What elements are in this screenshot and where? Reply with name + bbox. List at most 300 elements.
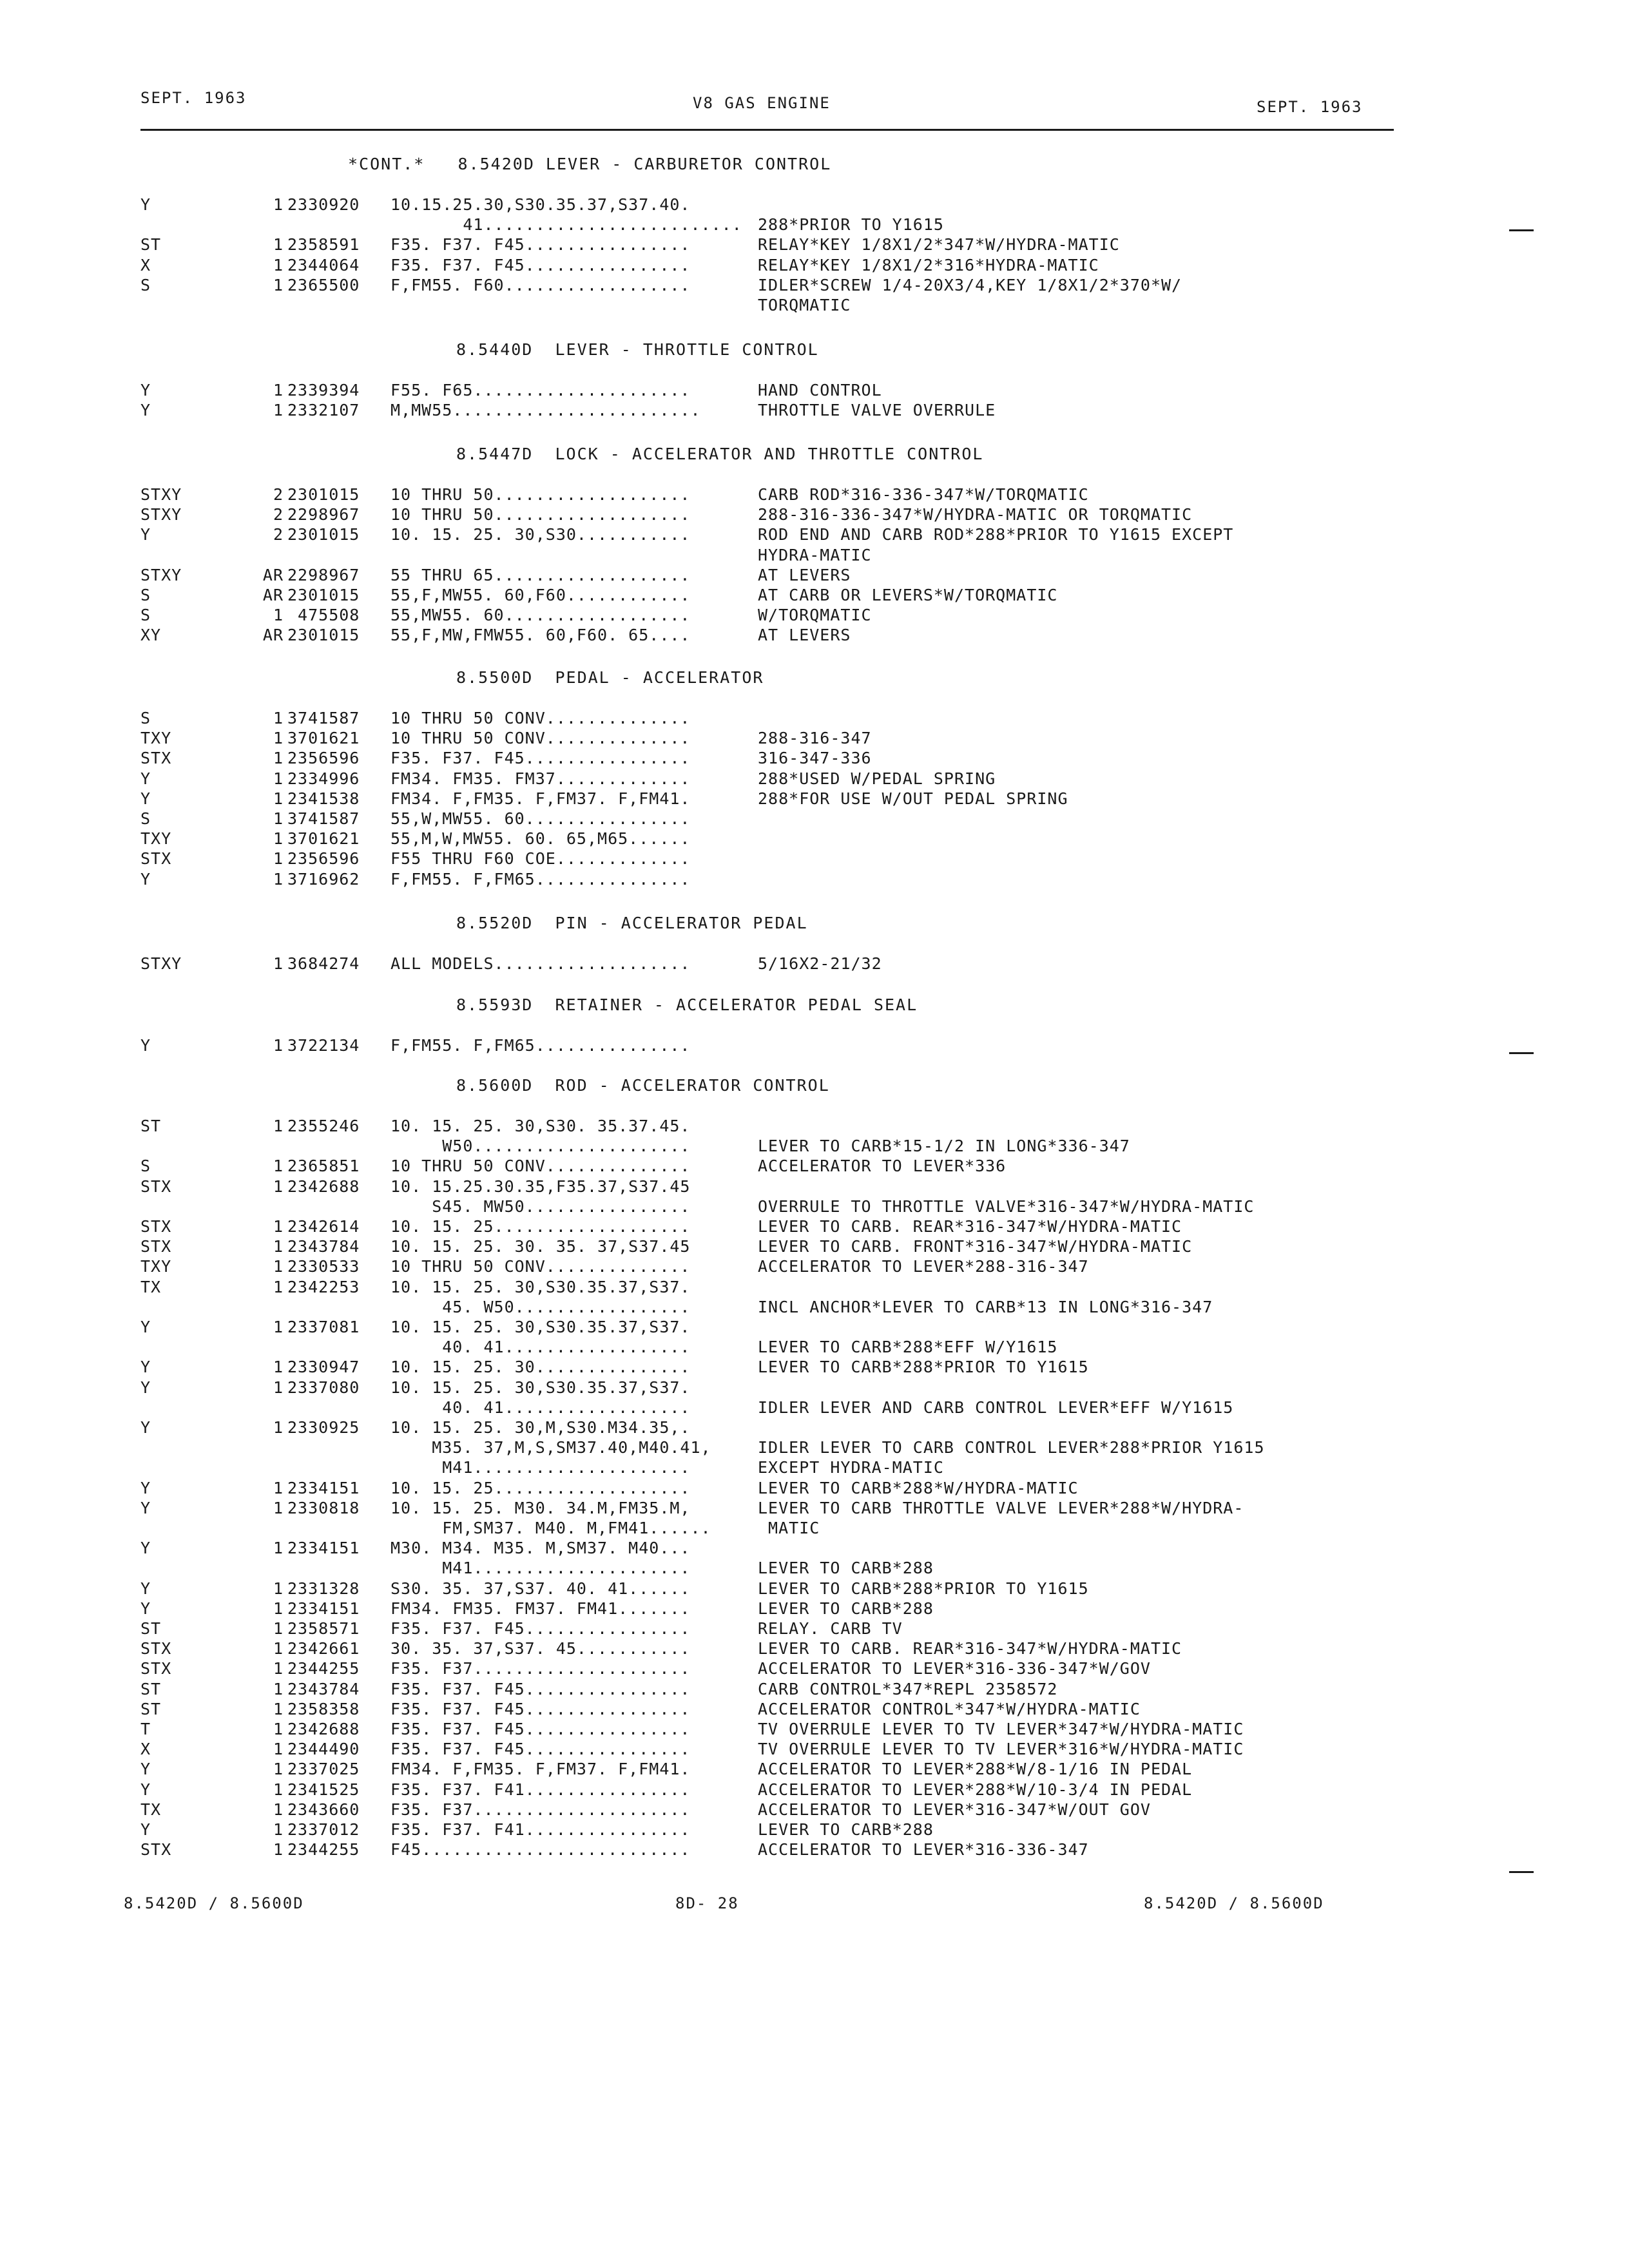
- part-row: [0, 524, 1629, 544]
- part-row: [0, 1437, 1629, 1457]
- description: IDLER LEVER TO CARB CONTROL LEVER*288*PRIOR Y1615: [758, 1438, 1265, 1457]
- description: LEVER TO CARB*288*PRIOR TO Y1615: [758, 1358, 1089, 1376]
- model-code: Y: [140, 1036, 151, 1055]
- model-code: STX: [140, 1217, 172, 1236]
- model-applicability: F45..........................: [390, 1840, 691, 1859]
- quantity: AR: [262, 566, 284, 584]
- model-code: Y: [140, 1418, 151, 1437]
- part-row: [0, 1558, 1629, 1578]
- part-row: [0, 1357, 1629, 1377]
- model-applicability: F,FM55. F,FM65...............: [390, 870, 691, 889]
- part-row: [0, 1378, 1629, 1398]
- part-number: 3741587: [287, 809, 360, 828]
- model-code: STXY: [140, 485, 182, 504]
- part-number: 2342688: [287, 1177, 360, 1196]
- part-number: 2358571: [287, 1619, 360, 1638]
- model-code: S: [140, 1157, 151, 1175]
- header-rule: [140, 129, 1394, 131]
- part-number: 2343784: [287, 1680, 360, 1698]
- part-row: [0, 849, 1629, 869]
- margin-mark: [1509, 1871, 1534, 1873]
- description: INCL ANCHOR*LEVER TO CARB*13 IN LONG*316-347: [758, 1298, 1213, 1316]
- model-applicability: W50.....................: [390, 1137, 691, 1155]
- part-row: [0, 505, 1629, 524]
- quantity: 1: [273, 1237, 284, 1256]
- part-row: [0, 1840, 1629, 1860]
- description: ACCELERATOR TO LEVER*316-336-347: [758, 1840, 1089, 1859]
- model-applicability: F35. F37. F45................: [390, 1680, 691, 1698]
- description: MATIC: [758, 1519, 820, 1537]
- model-applicability: S45. MW50................: [390, 1197, 691, 1216]
- section-title: 8.5593D RETAINER - ACCELERATOR PEDAL SEAL: [456, 995, 918, 1014]
- part-row: [0, 1236, 1629, 1256]
- model-applicability: 55 THRU 65...................: [390, 566, 691, 584]
- part-number: 3722134: [287, 1036, 360, 1055]
- description: LEVER TO CARB. REAR*316-347*W/HYDRA-MATIC: [758, 1217, 1182, 1236]
- quantity: 2: [273, 505, 284, 524]
- description: RELAY*KEY 1/8X1/2*347*W/HYDRA-MATIC: [758, 235, 1120, 254]
- model-applicability: 10. 15. 25...................: [390, 1479, 691, 1497]
- description: ACCELERATOR CONTROL*347*W/HYDRA-MATIC: [758, 1700, 1141, 1718]
- part-row: [0, 1739, 1629, 1759]
- part-row: [0, 605, 1629, 625]
- part-row: [0, 1780, 1629, 1800]
- model-code: Y: [140, 1378, 151, 1397]
- model-code: STX: [140, 1177, 172, 1196]
- quantity: 1: [273, 401, 284, 419]
- description: LEVER TO CARB THROTTLE VALVE LEVER*288*W/HYDRA-: [758, 1499, 1244, 1517]
- model-applicability: M30. M34. M35. M,SM37. M40...: [390, 1539, 691, 1557]
- description: TV OVERRULE LEVER TO TV LEVER*347*W/HYDRA-MATIC: [758, 1720, 1244, 1738]
- quantity: 1: [273, 870, 284, 889]
- model-applicability: 10. 15. 25. 30,S30.35.37,S37.: [390, 1318, 691, 1336]
- quantity: 1: [273, 1780, 284, 1799]
- footer-center: 8D- 28: [675, 1894, 739, 1912]
- part-number: 3684274: [287, 954, 360, 973]
- description: ACCELERATOR TO LEVER*316-347*W/OUT GOV: [758, 1800, 1151, 1819]
- description: AT CARB OR LEVERS*W/TORQMATIC: [758, 586, 1058, 604]
- part-number: 2341538: [287, 789, 360, 808]
- quantity: 1: [273, 1318, 284, 1336]
- model-code: TX: [140, 1278, 162, 1296]
- model-code: X: [140, 1740, 151, 1758]
- part-row: [0, 829, 1629, 849]
- model-applicability: 55,MW55. 60..................: [390, 606, 691, 624]
- model-applicability: M35. 37,M,S,SM37.40,M40.41,: [390, 1438, 711, 1457]
- quantity: 1: [273, 849, 284, 868]
- part-number: 2344255: [287, 1840, 360, 1859]
- part-row: [0, 1478, 1629, 1498]
- description: ACCELERATOR TO LEVER*288*W/10-3/4 IN PEDAL: [758, 1780, 1193, 1799]
- model-applicability: 10.15.25.30,S30.35.37,S37.40.: [390, 195, 691, 214]
- quantity: 1: [273, 1760, 284, 1778]
- model-code: Y: [140, 1599, 151, 1618]
- model-applicability: F35. F37. F45................: [390, 1700, 691, 1718]
- part-row: [0, 1619, 1629, 1639]
- description: W/TORQMATIC: [758, 606, 872, 624]
- part-row: [0, 235, 1629, 255]
- model-applicability: 10. 15. 25. 30,M,S30.M34.35,.: [390, 1418, 691, 1437]
- part-number: 2332107: [287, 401, 360, 419]
- description: ROD END AND CARB ROD*288*PRIOR TO Y1615 EXCEPT: [758, 525, 1234, 544]
- model-applicability: F35. F37.....................: [390, 1659, 691, 1678]
- part-row: [0, 295, 1629, 315]
- description: THROTTLE VALVE OVERRULE: [758, 401, 996, 419]
- part-row: [0, 1156, 1629, 1176]
- quantity: 1: [273, 829, 284, 848]
- part-number: 2331328: [287, 1579, 360, 1598]
- part-row: [0, 1518, 1629, 1538]
- quantity: 1: [273, 1579, 284, 1598]
- description: LEVER TO CARB*288*PRIOR TO Y1615: [758, 1579, 1089, 1598]
- part-row: [0, 1679, 1629, 1699]
- model-code: ST: [140, 1680, 162, 1698]
- part-number: 2334151: [287, 1479, 360, 1497]
- description: OVERRULE TO THROTTLE VALVE*316-347*W/HYDRA-MATIC: [758, 1197, 1255, 1216]
- part-row: [0, 1418, 1629, 1437]
- part-row: [0, 1599, 1629, 1619]
- quantity: 1: [273, 1157, 284, 1175]
- model-applicability: F35. F37. F45................: [390, 1740, 691, 1758]
- model-code: Y: [140, 789, 151, 808]
- model-applicability: 10 THRU 50 CONV..............: [390, 729, 691, 747]
- model-code: S: [140, 709, 151, 727]
- model-code: STXY: [140, 954, 182, 973]
- quantity: 1: [273, 1740, 284, 1758]
- model-code: Y: [140, 525, 151, 544]
- model-applicability: FM34. F,FM35. F,FM37. F,FM41.: [390, 1760, 691, 1778]
- part-row: [0, 1317, 1629, 1337]
- part-row: [0, 1457, 1629, 1477]
- description: LEVER TO CARB*288*W/HYDRA-MATIC: [758, 1479, 1079, 1497]
- quantity: 1: [273, 606, 284, 624]
- part-number: 2334151: [287, 1539, 360, 1557]
- part-row: [0, 625, 1629, 645]
- model-code: Y: [140, 1760, 151, 1778]
- description: TORQMATIC: [758, 296, 851, 314]
- part-number: 2342688: [287, 1720, 360, 1738]
- model-code: Y: [140, 1479, 151, 1497]
- description: TV OVERRULE LEVER TO TV LEVER*316*W/HYDRA-MATIC: [758, 1740, 1244, 1758]
- quantity: 1: [273, 1117, 284, 1135]
- description: 288*PRIOR TO Y1615: [758, 215, 944, 234]
- quantity: 1: [273, 1177, 284, 1196]
- part-number: 3716962: [287, 870, 360, 889]
- model-applicability: F35. F37. F45................: [390, 749, 691, 767]
- quantity: 1: [273, 1358, 284, 1376]
- quantity: 2: [273, 525, 284, 544]
- part-number: 3701621: [287, 729, 360, 747]
- quantity: 1: [273, 769, 284, 788]
- header-right: SEPT. 1963: [1257, 98, 1363, 116]
- quantity: 1: [273, 256, 284, 274]
- section-title: 8.5440D LEVER - THROTTLE CONTROL: [456, 340, 819, 359]
- section-title: 8.5500D PEDAL - ACCELERATOR: [456, 668, 764, 687]
- model-applicability: F35. F37. F41................: [390, 1780, 691, 1799]
- quantity: 1: [273, 195, 284, 214]
- part-row: [0, 275, 1629, 295]
- part-row: [0, 1639, 1629, 1658]
- part-number: 2355246: [287, 1117, 360, 1135]
- quantity: 1: [273, 1539, 284, 1557]
- model-code: Y: [140, 1820, 151, 1839]
- description: CARB ROD*316-336-347*W/TORQMATIC: [758, 485, 1089, 504]
- description: LEVER TO CARB*288*EFF W/Y1615: [758, 1338, 1058, 1356]
- margin-mark: [1509, 229, 1534, 231]
- part-row: [0, 485, 1629, 505]
- model-code: Y: [140, 1539, 151, 1557]
- part-number: 2356596: [287, 749, 360, 767]
- quantity: 1: [273, 1820, 284, 1839]
- model-applicability: 10 THRU 50 CONV..............: [390, 1157, 691, 1175]
- description: LEVER TO CARB*15-1/2 IN LONG*336-347: [758, 1137, 1130, 1155]
- part-number: 2344490: [287, 1740, 360, 1758]
- model-code: Y: [140, 381, 151, 399]
- part-row: [0, 1277, 1629, 1297]
- model-code: STXY: [140, 566, 182, 584]
- description: 288*FOR USE W/OUT PEDAL SPRING: [758, 789, 1068, 808]
- part-number: 2301015: [287, 626, 360, 644]
- model-code: S: [140, 606, 151, 624]
- model-applicability: 55,M,W,MW55. 60. 65,M65......: [390, 829, 691, 848]
- model-code: S: [140, 276, 151, 294]
- part-number: 2330818: [287, 1499, 360, 1517]
- part-number: 2356596: [287, 849, 360, 868]
- section-title: 8.5600D ROD - ACCELERATOR CONTROL: [456, 1076, 830, 1095]
- part-number: 2342661: [287, 1639, 360, 1658]
- part-row: [0, 1035, 1629, 1055]
- part-number: 2343784: [287, 1237, 360, 1256]
- model-applicability: 41.........................: [390, 215, 742, 234]
- quantity: 1: [273, 709, 284, 727]
- part-number: 2330920: [287, 195, 360, 214]
- quantity: 1: [273, 1217, 284, 1236]
- model-applicability: 10. 15. 25. 30,S30...........: [390, 525, 691, 544]
- model-applicability: F35. F37. F45................: [390, 256, 691, 274]
- model-code: TX: [140, 1800, 162, 1819]
- model-code: Y: [140, 870, 151, 889]
- part-row: [0, 1658, 1629, 1678]
- model-code: Y: [140, 1579, 151, 1598]
- model-applicability: M41.....................: [390, 1559, 691, 1577]
- model-applicability: F55 THRU F60 COE.............: [390, 849, 691, 868]
- quantity: 1: [273, 1257, 284, 1276]
- quantity: 1: [273, 1659, 284, 1678]
- part-row: [0, 1337, 1629, 1357]
- model-applicability: 10. 15. 25. 30...............: [390, 1358, 691, 1376]
- quantity: 1: [273, 1700, 284, 1718]
- model-applicability: FM34. FM35. FM37.............: [390, 769, 691, 788]
- model-applicability: F,FM55. F,FM65...............: [390, 1036, 691, 1055]
- part-row: [0, 1800, 1629, 1820]
- model-applicability: FM34. FM35. FM37. FM41.......: [390, 1599, 691, 1618]
- part-row: [0, 1256, 1629, 1276]
- part-row: [0, 769, 1629, 789]
- model-code: S: [140, 586, 151, 604]
- part-number: 2358358: [287, 1700, 360, 1718]
- part-number: 2334996: [287, 769, 360, 788]
- description: ACCELERATOR TO LEVER*316-336-347*W/GOV: [758, 1659, 1151, 1678]
- model-code: S: [140, 809, 151, 828]
- description: ACCELERATOR TO LEVER*288-316-347: [758, 1257, 1089, 1276]
- part-row: [0, 585, 1629, 605]
- description: RELAY*KEY 1/8X1/2*316*HYDRA-MATIC: [758, 256, 1099, 274]
- model-code: Y: [140, 401, 151, 419]
- model-code: ST: [140, 235, 162, 254]
- margin-mark: [1509, 1052, 1534, 1054]
- description: IDLER LEVER AND CARB CONTROL LEVER*EFF W/Y1615: [758, 1398, 1234, 1417]
- part-row: [0, 565, 1629, 585]
- model-applicability: 45. W50.................: [390, 1298, 691, 1316]
- part-number: 2298967: [287, 505, 360, 524]
- part-row: [0, 1297, 1629, 1317]
- model-applicability: F35. F37. F45................: [390, 1720, 691, 1738]
- part-number: 2334151: [287, 1599, 360, 1618]
- quantity: 1: [273, 1840, 284, 1859]
- model-applicability: 10. 15. 25. 30,S30.35.37,S37.: [390, 1378, 691, 1397]
- description: IDLER*SCREW 1/4-20X3/4,KEY 1/8X1/2*370*W/: [758, 276, 1182, 294]
- model-applicability: 55,W,MW55. 60................: [390, 809, 691, 828]
- part-number: 3701621: [287, 829, 360, 848]
- part-number: 2343660: [287, 1800, 360, 1819]
- part-number: 2298967: [287, 566, 360, 584]
- part-row: [0, 1579, 1629, 1599]
- part-row: [0, 1398, 1629, 1418]
- quantity: 1: [273, 276, 284, 294]
- part-number: 2342253: [287, 1278, 360, 1296]
- model-applicability: 10. 15. 25. 30,S30.35.37,S37.: [390, 1278, 691, 1296]
- part-number: 2330533: [287, 1257, 360, 1276]
- part-row: [0, 1177, 1629, 1196]
- model-applicability: 40. 41..................: [390, 1398, 691, 1417]
- quantity: 2: [273, 485, 284, 504]
- model-code: STX: [140, 849, 172, 868]
- model-applicability: 10. 15. 25. 30,S30. 35.37.45.: [390, 1117, 691, 1135]
- part-row: [0, 1719, 1629, 1739]
- model-applicability: 40. 41..................: [390, 1338, 691, 1356]
- footer-right: 8.5420D / 8.5600D: [1144, 1894, 1324, 1912]
- part-number: 2330947: [287, 1358, 360, 1376]
- part-number: 2301015: [287, 525, 360, 544]
- section-title: 8.5520D PIN - ACCELERATOR PEDAL: [456, 914, 808, 932]
- part-number: 2344255: [287, 1659, 360, 1678]
- quantity: 1: [273, 789, 284, 808]
- part-number: 2301015: [287, 485, 360, 504]
- model-code: X: [140, 256, 151, 274]
- model-applicability: 30. 35. 37,S37. 45...........: [390, 1639, 691, 1658]
- header-left: SEPT. 1963: [140, 89, 247, 107]
- model-applicability: FM34. F,FM35. F,FM37. F,FM41.: [390, 789, 691, 808]
- description: HAND CONTROL: [758, 381, 882, 399]
- part-number: 2301015: [287, 586, 360, 604]
- part-row: [0, 1498, 1629, 1518]
- section-title: *CONT.* 8.5420D LEVER - CARBURETOR CONTROL: [348, 155, 832, 173]
- part-number: 2344064: [287, 256, 360, 274]
- model-code: STX: [140, 1639, 172, 1658]
- part-number: 2337081: [287, 1318, 360, 1336]
- description: RELAY. CARB TV: [758, 1619, 903, 1638]
- model-code: XY: [140, 626, 162, 644]
- model-applicability: FM,SM37. M40. M,FM41......: [390, 1519, 711, 1537]
- quantity: 1: [273, 235, 284, 254]
- model-applicability: M41.....................: [390, 1458, 691, 1477]
- description: ACCELERATOR TO LEVER*288*W/8-1/16 IN PEDAL: [758, 1760, 1193, 1778]
- part-number: 2330925: [287, 1418, 360, 1437]
- quantity: 1: [273, 729, 284, 747]
- quantity: 1: [273, 1378, 284, 1397]
- model-code: ST: [140, 1700, 162, 1718]
- quantity: AR: [262, 586, 284, 604]
- quantity: 1: [273, 954, 284, 973]
- model-applicability: 10. 15.25.30.35,F35.37,S37.45: [390, 1177, 691, 1196]
- description: 316-347-336: [758, 749, 872, 767]
- quantity: AR: [262, 626, 284, 644]
- part-row: [0, 1820, 1629, 1840]
- quantity: 1: [273, 1036, 284, 1055]
- part-number: 2339394: [287, 381, 360, 399]
- part-row: [0, 708, 1629, 728]
- quantity: 1: [273, 1800, 284, 1819]
- part-number: 475508: [287, 606, 360, 624]
- model-code: STX: [140, 1237, 172, 1256]
- section-title: 8.5447D LOCK - ACCELERATOR AND THROTTLE CONTROL: [456, 445, 984, 463]
- part-row: [0, 728, 1629, 748]
- model-code: ST: [140, 1117, 162, 1135]
- model-applicability: 10. 15. 25. M30. 34.M,FM35.M,: [390, 1499, 691, 1517]
- part-row: [0, 400, 1629, 420]
- description: AT LEVERS: [758, 626, 851, 644]
- model-code: STXY: [140, 505, 182, 524]
- description: LEVER TO CARB. REAR*316-347*W/HYDRA-MATIC: [758, 1639, 1182, 1658]
- part-row: [0, 195, 1629, 215]
- quantity: 1: [273, 1720, 284, 1738]
- part-row: [0, 869, 1629, 889]
- part-row: [0, 1759, 1629, 1779]
- model-code: Y: [140, 769, 151, 788]
- quantity: 1: [273, 1418, 284, 1437]
- part-row: [0, 1136, 1629, 1156]
- footer-left: 8.5420D / 8.5600D: [124, 1894, 304, 1912]
- part-row: [0, 1196, 1629, 1216]
- model-applicability: F35. F37. F45................: [390, 235, 691, 254]
- description: 288*USED W/PEDAL SPRING: [758, 769, 996, 788]
- model-code: T: [140, 1720, 151, 1738]
- description: LEVER TO CARB*288: [758, 1820, 934, 1839]
- part-row: [0, 809, 1629, 829]
- part-number: 2337080: [287, 1378, 360, 1397]
- quantity: 1: [273, 1680, 284, 1698]
- model-code: Y: [140, 1499, 151, 1517]
- model-code: ST: [140, 1619, 162, 1638]
- description: EXCEPT HYDRA-MATIC: [758, 1458, 944, 1477]
- model-applicability: S30. 35. 37,S37. 40. 41......: [390, 1579, 691, 1598]
- quantity: 1: [273, 809, 284, 828]
- model-applicability: 10. 15. 25. 30. 35. 37,S37.45: [390, 1237, 691, 1256]
- description: 288-316-336-347*W/HYDRA-MATIC OR TORQMATIC: [758, 505, 1193, 524]
- part-row: [0, 1538, 1629, 1558]
- description: LEVER TO CARB. FRONT*316-347*W/HYDRA-MATIC: [758, 1237, 1193, 1256]
- description: LEVER TO CARB*288: [758, 1599, 934, 1618]
- model-applicability: F,FM55. F60..................: [390, 276, 691, 294]
- model-code: STX: [140, 1659, 172, 1678]
- quantity: 1: [273, 1599, 284, 1618]
- quantity: 1: [273, 1278, 284, 1296]
- part-row: [0, 954, 1629, 974]
- part-row: [0, 748, 1629, 768]
- model-applicability: ALL MODELS...................: [390, 954, 691, 973]
- model-code: TXY: [140, 729, 172, 747]
- model-applicability: M,MW55........................: [390, 401, 701, 419]
